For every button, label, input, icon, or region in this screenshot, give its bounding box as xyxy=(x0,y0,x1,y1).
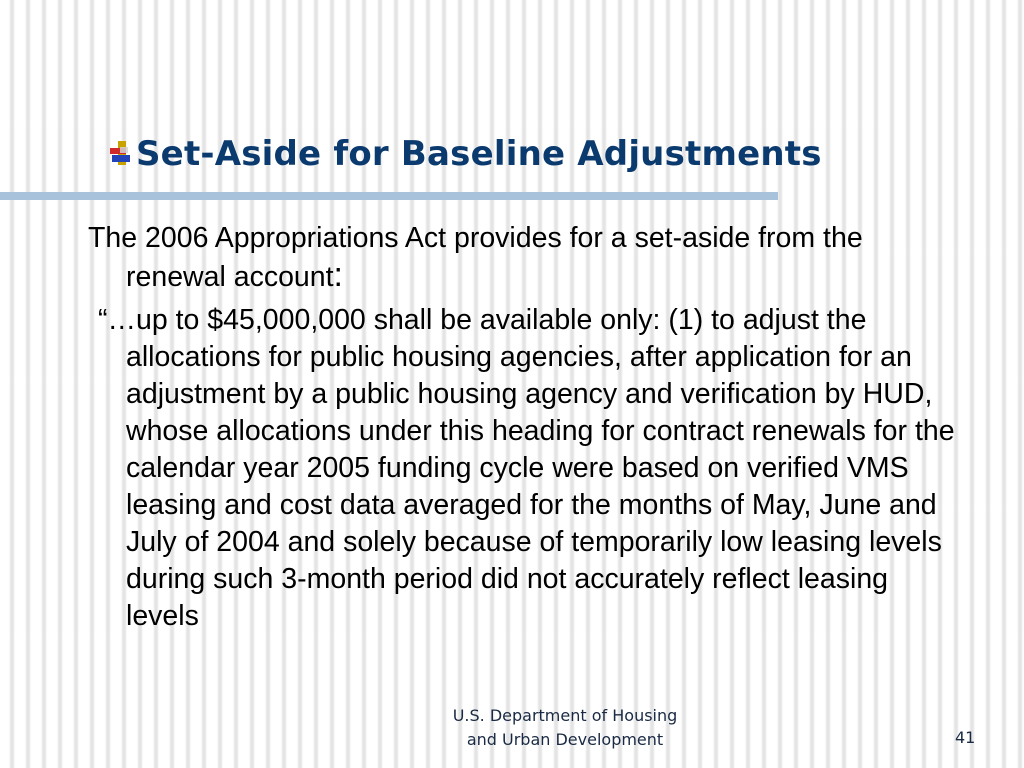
colored-blocks-bullet-icon xyxy=(108,139,134,169)
title-divider xyxy=(0,192,778,200)
slide-title: Set-Aside for Baseline Adjustments xyxy=(136,134,822,174)
title-row xyxy=(108,132,822,176)
quote-paragraph: “…up to $45,000,000 shall be available only: (1) to adjust the allocations for public housing agencies, after application for an adjustment by a public housing agency and verification by HUD, whose allocations under this heading for contract renewals for the calendar year 2005 funding cycle were based on verified VMS leasing and cost data averaged for the months of May, June and July of 2004 and solely because of temporarily low leasing levels during such 3-month period did not accurately reflect leasing levels xyxy=(98,304,955,632)
intro-paragraph xyxy=(88,220,958,296)
intro-colon: : xyxy=(333,256,343,294)
slide-body xyxy=(88,220,958,635)
footer-line-2: and Urban Development xyxy=(466,730,664,749)
footer-line-1: U.S. Department of Housing xyxy=(452,706,678,725)
intro-text: The 2006 Appropriations Act provides for a set-aside from the renewal account xyxy=(88,222,863,293)
footer-organization xyxy=(400,704,730,752)
page-number: 41 xyxy=(955,728,976,747)
